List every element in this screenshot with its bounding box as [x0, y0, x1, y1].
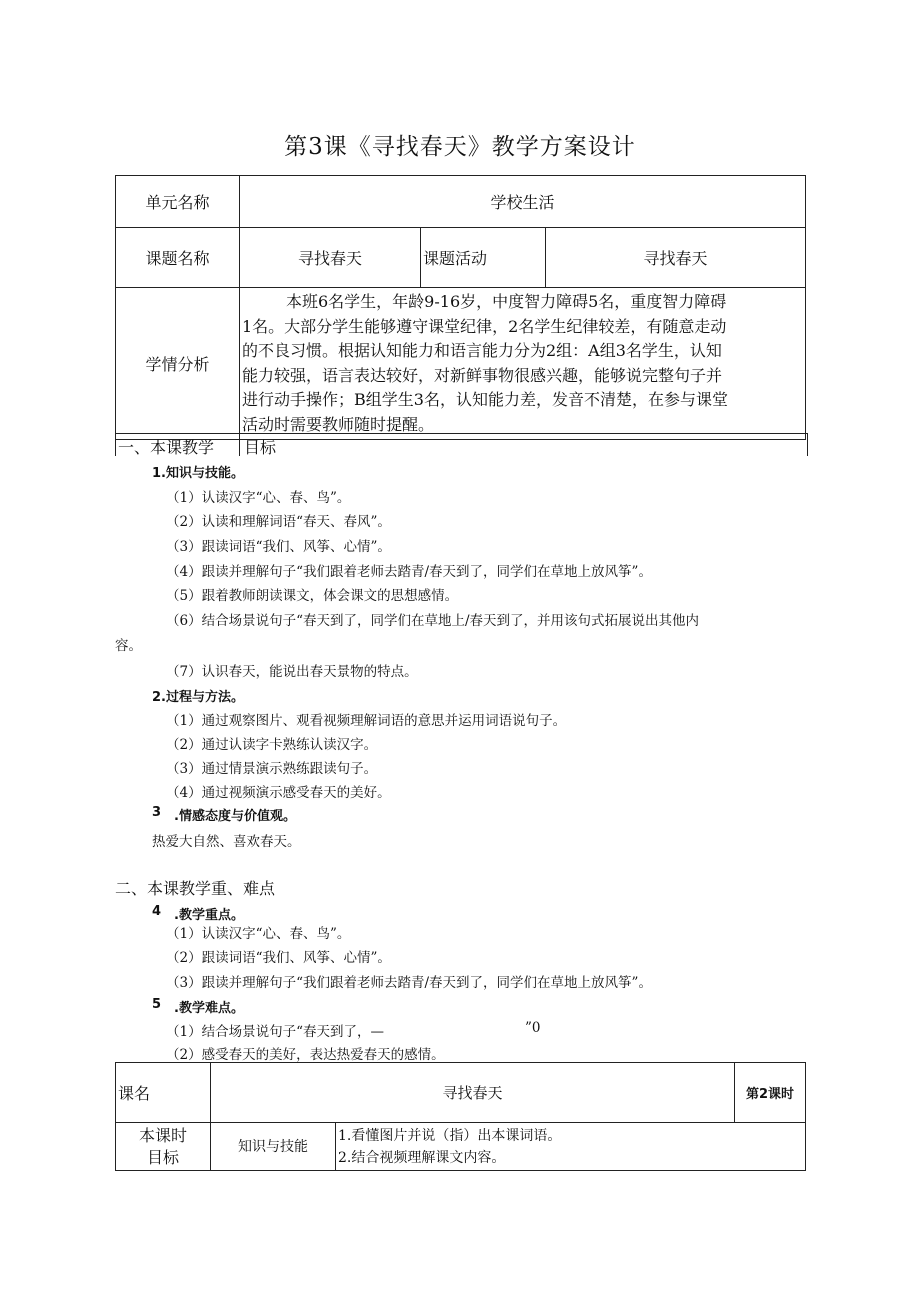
knowledge-item: （6）结合场景说句子“春天到了，同学们在草地上/春天到了，并用该句式拓展说出其他内 — [166, 613, 700, 629]
knowledge-heading: 1.知识与技能。 — [152, 466, 244, 481]
key-heading: .教学重点。 — [174, 908, 244, 923]
period-label: 第2课时 — [735, 1063, 806, 1123]
emotion-text: 热爱大自然、喜欢春天。 — [152, 834, 301, 850]
goal-item: 1.看懂图片并说（指）出本课词语。 — [338, 1127, 562, 1144]
knowledge-item: （7）认识春天，能说出春天景物的特点。 — [166, 664, 418, 680]
process-item: （1）通过观察图片、观看视频理解词语的意思并运用词语说句子。 — [166, 713, 567, 729]
knowledge-item: （3）跟读词语“我们、风筝、心情”。 — [166, 539, 391, 555]
process-item: （4）通过视频演示感受春天的美好。 — [166, 785, 391, 801]
emotion-heading: .情感态度与价值观。 — [174, 809, 296, 824]
analysis-line: 能力较强，语言表达较好，对新鲜事物很感兴趣，能够说完整句子并 — [242, 365, 723, 385]
section2-heading: 二、本课教学重、难点 — [115, 879, 276, 898]
emotion-num: 3 — [152, 805, 162, 820]
goal-list — [336, 1123, 806, 1171]
section1-header-row — [115, 433, 808, 456]
page-title: 第3课《寻找春天》教学方案设计 — [284, 134, 636, 160]
process-item: （2）通过认读字卡熟练认读汉字。 — [166, 737, 378, 753]
topic-value: 寻找春天 — [240, 228, 421, 288]
diff-heading: .教学难点。 — [174, 1001, 244, 1016]
diff-item-2: （2）感受春天的美好，表达热爱春天的感情。 — [166, 1047, 445, 1063]
analysis-line: 1名。大部分学生能够遵守课堂纪律，2名学生纪律较差，有随意走动 — [242, 316, 727, 336]
analysis-line: 进行动手操作；B组学生3名，认知能力差，发音不清楚，在参与课堂 — [242, 390, 728, 409]
knowledge-item: （2）认读和理解词语“春天、春风”。 — [166, 514, 391, 530]
key-item: （3）跟读并理解句子“我们跟着老师去踏青/春天到了，同学们在草地上放风筝”。 — [166, 975, 652, 991]
course-value: 寻找春天 — [211, 1063, 735, 1123]
process-item: （3）通过情景演示熟练跟读句子。 — [166, 761, 378, 777]
activity-label: 课题活动 — [421, 228, 546, 288]
ks-label: 知识与技能 — [211, 1123, 336, 1171]
section1-heading-a: 一、本课教学 — [118, 438, 215, 457]
knowledge-item: （4）跟读并理解句子“我们跟着老师去踏青/春天到了，同学们在草地上放风筝”。 — [166, 564, 652, 580]
analysis-text — [240, 288, 806, 440]
period-table — [115, 1062, 806, 1171]
course-label: 课名 — [116, 1063, 211, 1123]
knowledge-item: （1）认读汉字“心、春、鸟”。 — [166, 490, 351, 506]
activity-value: 寻找春天 — [546, 228, 806, 288]
knowledge-item: 容。 — [115, 638, 142, 654]
goal-label: 本课时目标 — [116, 1123, 211, 1171]
unit-value: 学校生活 — [240, 176, 806, 228]
topic-label: 课题名称 — [116, 228, 240, 288]
diff-num: 5 — [152, 997, 162, 1012]
goal-item: 2.结合视频理解课文内容。 — [338, 1149, 506, 1166]
knowledge-item: （5）跟着教师朗读课文，体会课文的思想感情。 — [166, 588, 459, 604]
diff-item-1: （1）结合场景说句子“春天到了，— — [166, 1024, 384, 1040]
analysis-line: 的不良习惯。根据认知能力和语言能力分为2组：A组3名学生，认知 — [242, 341, 722, 360]
key-num: 4 — [152, 904, 162, 919]
diff-item-1-end: ”0 — [525, 1020, 541, 1036]
key-item: （1）认读汉字“心、春、鸟”。 — [166, 926, 351, 942]
key-item: （2）跟读词语“我们、风筝、心情”。 — [166, 950, 391, 966]
analysis-line: 本班6名学生，年龄9-16岁，中度智力障碍5名，重度智力障碍 — [286, 292, 727, 311]
divider — [239, 434, 240, 456]
analysis-label: 学情分析 — [116, 288, 240, 440]
course-info-table — [115, 175, 806, 440]
analysis-line: 活动时需要教师随时提醒。 — [242, 414, 435, 434]
process-heading: 2.过程与方法。 — [152, 690, 244, 705]
unit-label: 单元名称 — [116, 176, 240, 228]
section1-heading-b: 目标 — [244, 438, 277, 457]
